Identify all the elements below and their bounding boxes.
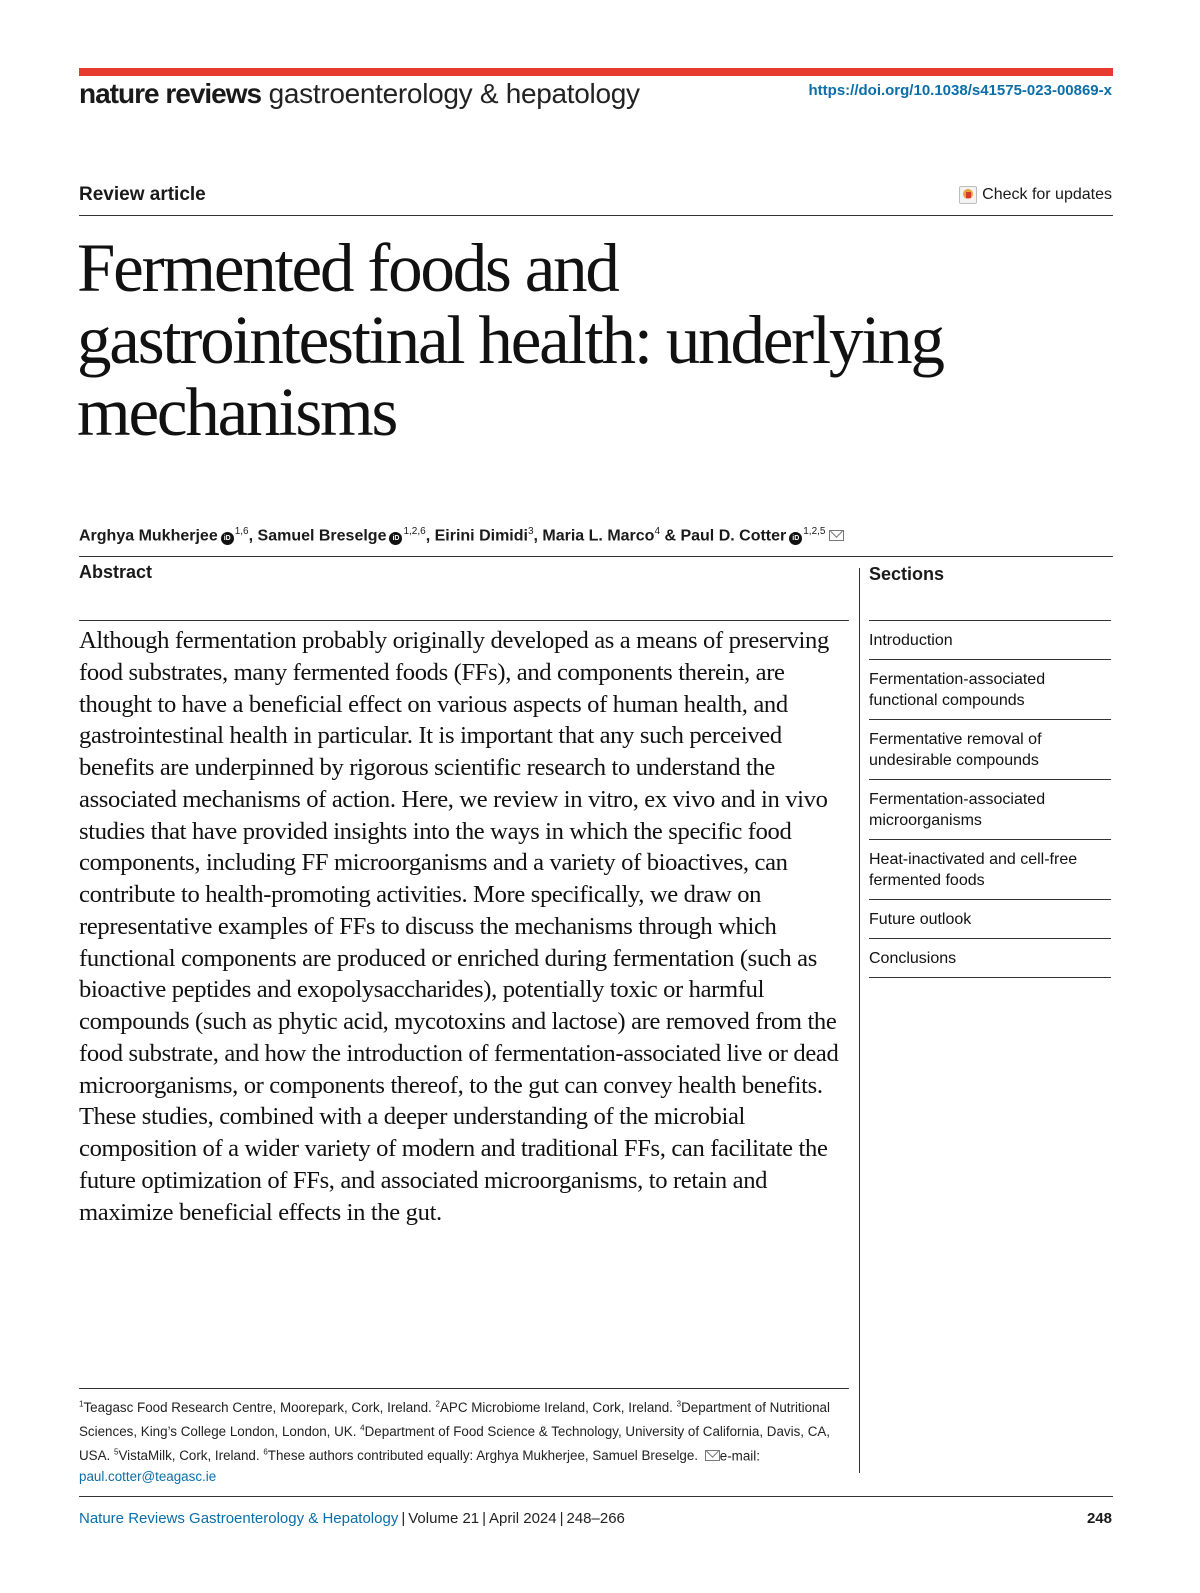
- author-affiliation-ref: 1,2,5: [803, 526, 826, 537]
- affiliation-text: Teagasc Food Research Centre, Moorepark, Cork, Ireland.: [83, 1400, 432, 1416]
- author-name[interactable]: Maria L. Marco: [542, 527, 655, 545]
- section-link-functional-compounds[interactable]: Fermentation-associated functional compounds: [869, 660, 1111, 720]
- check-for-updates-label: Check for updates: [982, 186, 1112, 203]
- journal-accent-bar: [79, 68, 1113, 76]
- author-list: Arghya Mukherjee iD$^{1,6}$, Samuel Breselge iD$^{1,2,6}$, Eirini Dimidi$^3$, Maria L. Marco$^4$ & Paul D. Cotter iD$^{1,2,5}$: [79, 526, 844, 545]
- affiliation-text: APC Microbiome Ireland, Cork, Ireland.: [439, 1400, 673, 1416]
- section-link-conclusions[interactable]: Conclusions: [869, 939, 1111, 978]
- sections-heading: Sections: [869, 564, 945, 584]
- abstract-divider: [79, 620, 849, 621]
- affiliation-text: Department of Food Science & Technology, University of California, Davis, CA, USA.: [79, 1424, 831, 1464]
- sections-nav: [869, 620, 1111, 978]
- author-affiliation-ref: 1,6: [234, 526, 249, 537]
- affiliation-number: 1: [79, 1400, 84, 1409]
- orcid-icon[interactable]: iD: [389, 532, 402, 545]
- affiliation-number: 5: [114, 1447, 119, 1457]
- authors-divider: [79, 556, 1113, 557]
- page-number: 248: [1086, 1510, 1112, 1527]
- affiliation-text: Department of Nutritional Sciences, King’s College London, London, UK.: [79, 1400, 830, 1440]
- orcid-icon[interactable]: iD: [221, 532, 234, 545]
- journal-brand: nature reviews: [79, 78, 262, 109]
- check-for-updates-button[interactable]: [959, 186, 1112, 204]
- footer-pages: 248–266: [566, 1510, 625, 1527]
- email-link[interactable]: paul.cotter@teagasc.ie: [79, 1468, 217, 1484]
- mail-icon[interactable]: [829, 530, 844, 541]
- section-link-future-outlook[interactable]: Future outlook: [869, 900, 1111, 939]
- abstract-heading: Abstract: [79, 562, 153, 582]
- article-type: Review article: [79, 184, 206, 205]
- journal-subtitle: gastroenterology & hepatology: [268, 78, 640, 109]
- section-link-removal-undesirable[interactable]: Fermentative removal of undesirable compounds: [869, 720, 1111, 780]
- author-name[interactable]: Samuel Breselge: [257, 527, 387, 545]
- affiliation-number: 2: [435, 1400, 440, 1409]
- author-affiliation-ref: 1,2,6: [403, 526, 426, 537]
- author-affiliation-ref: 3: [527, 526, 534, 537]
- journal-masthead: [79, 76, 640, 112]
- author-name[interactable]: Paul D. Cotter: [680, 527, 787, 545]
- affiliations: [79, 1388, 849, 1487]
- affiliation-number: 4: [360, 1423, 365, 1433]
- doi-link[interactable]: https://doi.org/10.1038/s41575-023-00869-x: [808, 82, 1112, 99]
- section-link-microorganisms[interactable]: Fermentation-associated microorganisms: [869, 780, 1111, 840]
- article-title: Fermented foods and gastrointestinal health: underlying mechanisms: [77, 230, 943, 450]
- column-divider: [859, 568, 860, 1473]
- section-link-introduction[interactable]: Introduction: [869, 621, 1111, 660]
- section-link-heat-inactivated[interactable]: Heat-inactivated and cell-free fermented foods: [869, 840, 1111, 900]
- footer-journal: Nature Reviews Gastroenterology & Hepatology: [79, 1510, 399, 1527]
- affiliation-text: VistaMilk, Cork, Ireland.: [118, 1448, 260, 1464]
- footer-date: April 2024: [489, 1510, 557, 1527]
- abstract-text: Although fermentation probably originally developed as a means of preserving food substrates, many fermented foods (FFs), and components therein, are thought to have a beneficial effect on various aspects of human health, and gastrointestinal health in particular. It is important that any such perceived benefits are underpinned by rigorous scientific research to understand the associated mechanisms of action. Here, we review in vitro, ex vivo and in vivo studies that have provided insights into the ways in which the specific food components, including FF microorganisms and a variety of bioactives, can contribute to health-promoting activities. More specifically, we draw on representative examples of FFs to discuss the mechanisms through which functional components are produced or enriched during fermentation (such as bioactive peptides and exopolysaccharides), potentially toxic or harmful compounds (such as phytic acid, mycotoxins and lactose) are removed from the food substrate, and how the introduction of fermentation-associated live or dead microorganisms, or components thereof, to the gut can convey health benefits. These studies, combined with a deeper understanding of the microbial composition of a wider variety of modern and traditional FFs, can facilitate the future optimization of FFs, and associated microorganisms, to retain and maximize beneficial effects in the gut.: [79, 627, 839, 1226]
- author-affiliation-ref: 4: [654, 526, 660, 537]
- affiliation-number: 3: [676, 1400, 682, 1409]
- affiliation-number: 6: [263, 1447, 268, 1457]
- crossmark-icon: [959, 186, 977, 204]
- footer-divider: [79, 1496, 1113, 1497]
- citation-footer: Nature Reviews Gastroenterology & Hepatology | Volume 21 | April 2024 | 248–266: [79, 1510, 625, 1527]
- orcid-icon[interactable]: iD: [789, 532, 802, 545]
- footer-volume: Volume 21: [408, 1510, 480, 1527]
- author-name[interactable]: Arghya Mukherjee: [79, 527, 218, 545]
- mail-icon: [705, 1450, 720, 1461]
- affiliation-text: These authors contributed equally: Arghya Mukherjee, Samuel Breselge.: [267, 1448, 699, 1464]
- email-label: e-mail:: [719, 1448, 760, 1464]
- author-name[interactable]: Eirini Dimidi: [434, 527, 528, 545]
- header-divider: [79, 215, 1113, 216]
